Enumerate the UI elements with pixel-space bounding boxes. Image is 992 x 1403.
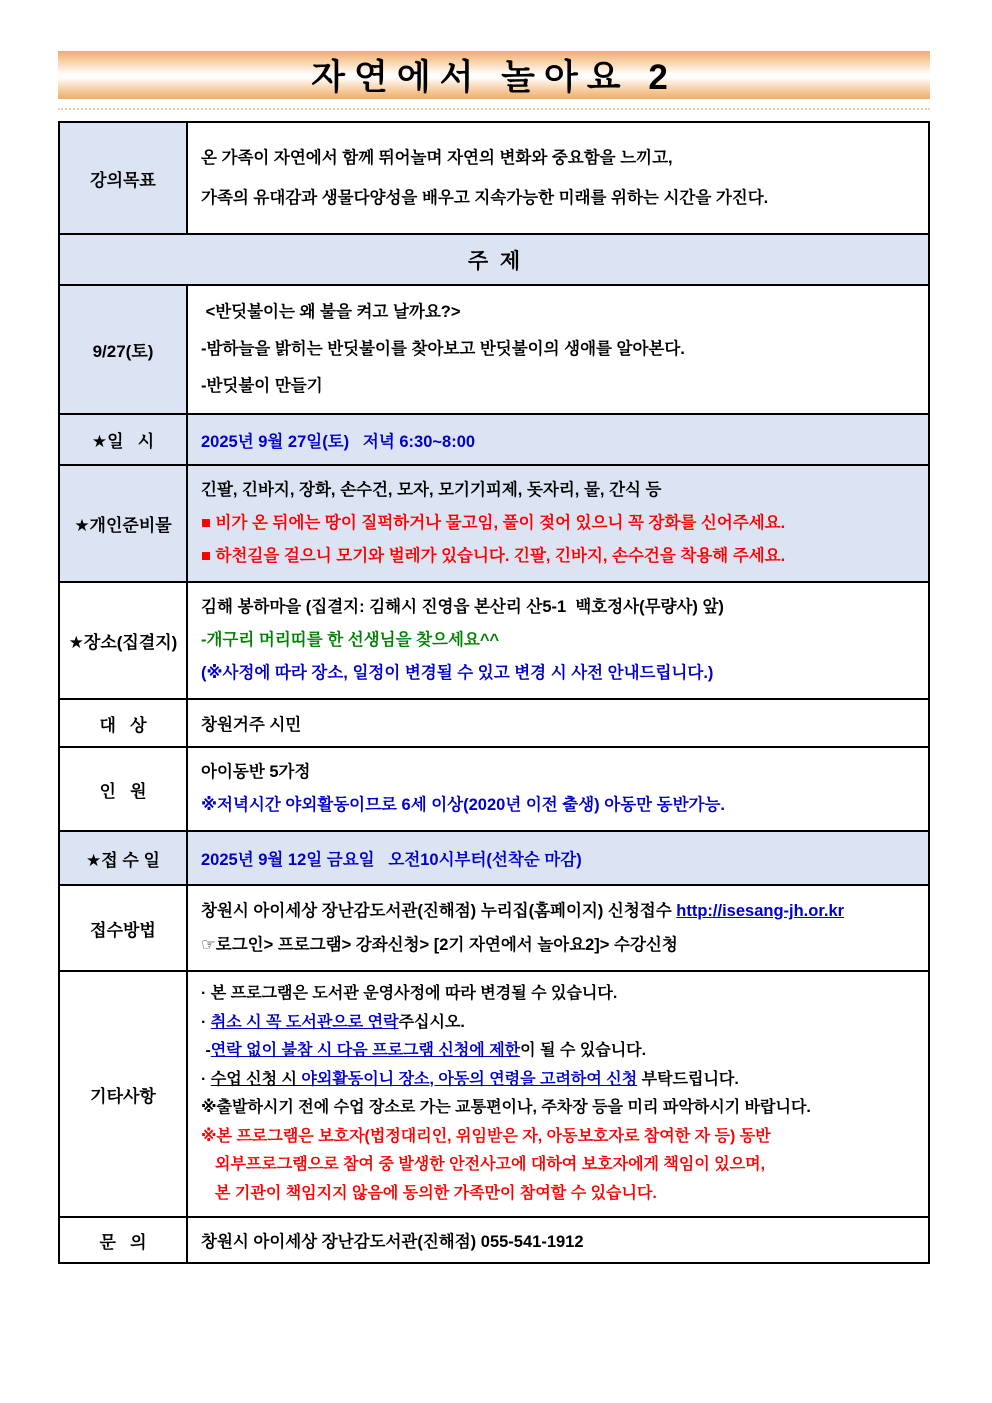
row-registration-date bbox=[60, 830, 928, 884]
etc-line-2 bbox=[201, 1009, 920, 1038]
regdate-label-cell bbox=[60, 832, 188, 884]
etc-line-4-emphasis: 야외활동이니 장소, 아동의 연령을 고려하여 신청 bbox=[301, 1070, 638, 1088]
capacity-label: 인 원 bbox=[99, 781, 147, 801]
row-topic-header bbox=[60, 233, 928, 284]
row-etc bbox=[60, 970, 928, 1216]
target-label: 대 상 bbox=[99, 715, 147, 735]
program-info-table bbox=[58, 121, 930, 1264]
method-label-cell bbox=[60, 886, 188, 970]
capacity-label-cell bbox=[60, 748, 188, 830]
capacity-value: 아이동반 5가정 bbox=[201, 763, 311, 781]
etc-line-3-rest: 이 될 수 있습니다. bbox=[520, 1042, 647, 1059]
row-supplies bbox=[60, 464, 928, 581]
place-tip: -개구리 머리띠를 한 선생님을 찾으세요^^ bbox=[201, 631, 500, 649]
etc-line-3 bbox=[201, 1037, 920, 1066]
supplies-warning-1: ■ 비가 온 뒤에는 땅이 질퍽하거나 물고임, 풀이 젖어 있으니 꼭 장화를 신어주세요. bbox=[201, 514, 786, 532]
contact-value: 창원시 아이세상 장난감도서관(진해점) 055-541-1912 bbox=[201, 1233, 584, 1251]
etc-line-4 bbox=[201, 1066, 920, 1095]
capacity-note: ※저녁시간 야외활동이므로 6세 이상(2020년 이전 출생) 아동만 동반가능. bbox=[201, 796, 726, 814]
supplies-warning-2: ■ 하천길을 걸으니 모기와 벌레가 있습니다. 긴팔, 긴바지, 손수건을 착용해 주세요. bbox=[201, 547, 786, 565]
title-banner bbox=[58, 51, 930, 99]
place-label-cell bbox=[60, 583, 188, 698]
method-content-cell bbox=[188, 886, 928, 970]
method-label: 접수방법 bbox=[90, 920, 156, 940]
etc-line-3-emphasis: 연락 없이 불참 시 다음 프로그램 신청에 제한 bbox=[210, 1042, 521, 1059]
place-notice: (※사정에 따라 장소, 일정이 변경될 수 있고 변경 시 사전 안내드립니다.) bbox=[201, 664, 714, 682]
etc-line-2-bullet: · bbox=[201, 1013, 211, 1031]
row-datetime bbox=[60, 413, 928, 464]
etc-content-cell bbox=[188, 972, 928, 1216]
etc-label-cell bbox=[60, 972, 188, 1216]
topic-header-cell: 주 제 bbox=[60, 235, 928, 284]
target-value: 창원거주 시민 bbox=[201, 716, 302, 734]
goal-label: 강의목표 bbox=[90, 170, 156, 190]
place-address: 김해 봉하마을 (집결지: 김해시 진영읍 본산리 산5-1 백호정사(무량사) 앞) bbox=[201, 598, 724, 616]
session-line-2: -밤하늘을 밝히는 반딧불이를 찾아보고 반딧불이의 생애를 알아본다. bbox=[201, 340, 685, 358]
place-content-cell bbox=[188, 583, 928, 698]
goal-line-2: 가족의 유대감과 생물다양성을 배우고 지속가능한 미래를 위하는 시간을 가진다. bbox=[201, 189, 769, 207]
goal-content-cell bbox=[188, 123, 928, 233]
row-registration-method bbox=[60, 884, 928, 970]
etc-line-3-dash: - bbox=[201, 1042, 211, 1059]
etc-line-4-rest: 부탁드립니다. bbox=[637, 1070, 739, 1088]
session-line-1: <반딧불이는 왜 불을 켜고 날까요?> bbox=[201, 303, 461, 321]
datetime-label: ★일 시 bbox=[91, 432, 155, 451]
etc-label: 기타사항 bbox=[90, 1086, 156, 1106]
banner-divider bbox=[58, 108, 930, 110]
row-goal bbox=[60, 123, 928, 233]
etc-line-2-emphasis: 취소 시 꼭 도서관으로 연락 bbox=[210, 1013, 399, 1031]
method-line-1-text: 창원시 아이세상 장난감도서관(진해점) 누리집(홈페이지) 신청접수 bbox=[201, 902, 677, 920]
contact-label: 문 의 bbox=[99, 1232, 147, 1252]
etc-line-4-bullet: · bbox=[201, 1070, 211, 1088]
session-date-cell bbox=[60, 286, 188, 413]
contact-content-cell bbox=[188, 1218, 928, 1262]
regdate-value: 2025년 9월 12일 금요일 오전10시부터(선착순 마감) bbox=[201, 851, 582, 869]
datetime-content-cell bbox=[188, 415, 928, 464]
etc-safety-notice-2: 외부프로그램으로 참여 중 발생한 안전사고에 대하여 보호자에게 책임이 있으며, bbox=[215, 1156, 766, 1173]
row-place bbox=[60, 581, 928, 698]
datetime-label-cell bbox=[60, 415, 188, 464]
contact-label-cell bbox=[60, 1218, 188, 1262]
supplies-label: ★개인준비물 bbox=[74, 516, 172, 535]
session-content-cell bbox=[188, 286, 928, 413]
library-website-link[interactable]: http://isesang-jh.or.kr bbox=[676, 902, 845, 920]
regdate-content-cell bbox=[188, 832, 928, 884]
row-target bbox=[60, 698, 928, 746]
method-line-2: ☞로그인> 프로그램> 강좌신청> [2기 자연에서 놀아요2]> 수강신청 bbox=[201, 936, 678, 954]
target-label-cell bbox=[60, 700, 188, 746]
place-label: ★장소(집결지) bbox=[68, 633, 178, 652]
supplies-label-cell bbox=[60, 466, 188, 581]
etc-safety-notice-1: ※본 프로그램은 보호자(법정대리인, 위임받은 자, 아동보호자로 참여한 자 등) 동반 bbox=[201, 1127, 771, 1145]
session-line-3: -반딧불이 만들기 bbox=[201, 377, 323, 395]
goal-line-1: 온 가족이 자연에서 함께 뛰어놀며 자연의 변화와 중요함을 느끼고, bbox=[201, 149, 673, 167]
datetime-value: 2025년 9월 27일(토) 저녁 6:30~8:00 bbox=[201, 432, 476, 451]
etc-safety-notice-3: 본 기관이 책임지지 않음에 동의한 가족만이 참여할 수 있습니다. bbox=[215, 1184, 657, 1202]
row-capacity bbox=[60, 746, 928, 830]
row-session bbox=[60, 284, 928, 413]
regdate-label: ★접 수 일 bbox=[86, 850, 160, 870]
method-line-1 bbox=[201, 894, 920, 928]
supplies-line-1: 긴팔, 긴바지, 장화, 손수건, 모자, 모기기피제, 돗자리, 물, 간식 등 bbox=[201, 481, 662, 499]
etc-line-2-rest: 주십시오. bbox=[398, 1013, 465, 1031]
etc-line-4-lead: 수업 신청 시 bbox=[210, 1070, 302, 1088]
page-title: 자연에서 놀아요 2 bbox=[311, 58, 677, 97]
etc-line-5: ※출발하시기 전에 수업 장소로 가는 교통편이나, 주차장 등을 미리 파악하시기 바랍니다. bbox=[201, 1099, 811, 1116]
capacity-content-cell bbox=[188, 748, 928, 830]
session-date: 9/27(토) bbox=[92, 342, 154, 361]
goal-label-cell bbox=[60, 123, 188, 233]
row-contact bbox=[60, 1216, 928, 1262]
etc-line-1: · 본 프로그램은 도서관 운영사정에 따라 변경될 수 있습니다. bbox=[201, 985, 618, 1002]
target-content-cell bbox=[188, 700, 928, 746]
supplies-content-cell bbox=[188, 466, 928, 581]
